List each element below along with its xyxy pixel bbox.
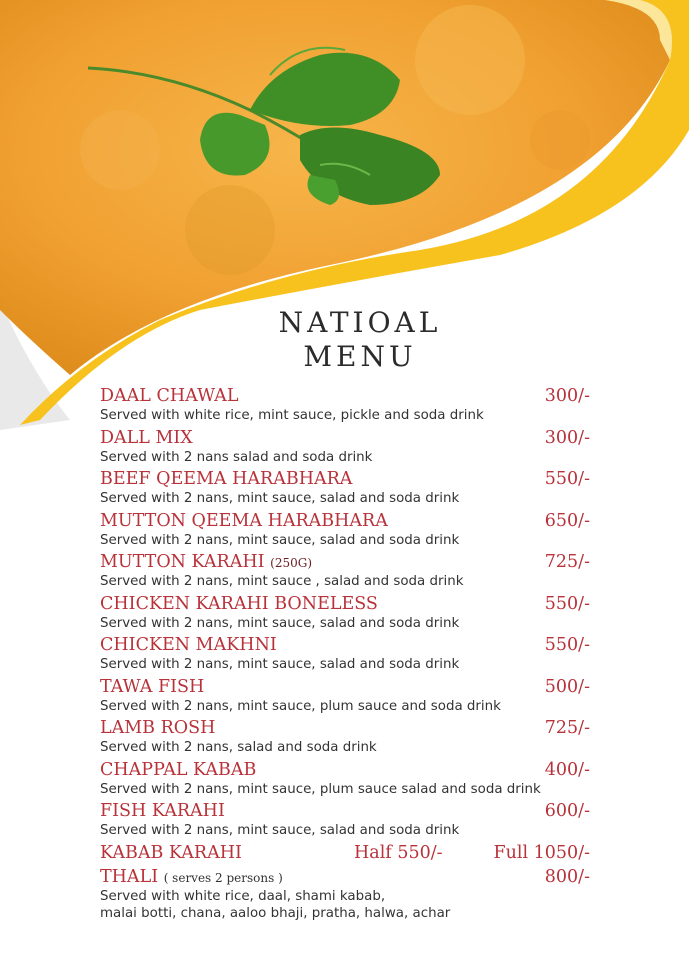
item-price: 550/- [544, 594, 590, 614]
item-name: FISH KARAHI [100, 801, 225, 821]
menu-item-kabab-karahi [100, 842, 590, 864]
item-price: 550/- [544, 469, 590, 489]
item-name: MUTTON KARAHI [100, 552, 265, 572]
menu-title-line2: MENU [303, 340, 417, 373]
item-description: Served with 2 nans, mint sauce, salad and soda drink [100, 533, 460, 548]
menu-item [100, 551, 590, 590]
item-description: Served with 2 nans, mint sauce, salad and soda drink [100, 616, 460, 631]
item-name: LAMB ROSH [100, 718, 216, 738]
menu-item [100, 759, 590, 798]
item-name: KABAB KARAHI [100, 843, 242, 863]
item-name: CHICKEN MAKHNI [100, 635, 277, 655]
item-description: Served with 2 nans, mint sauce, salad and soda drink [100, 491, 460, 506]
item-name: CHICKEN KARAHI BONELESS [100, 594, 378, 614]
item-price: 550/- [544, 635, 590, 655]
item-price-half: Half 550/- [354, 843, 443, 863]
item-name: TAWA FISH [100, 677, 205, 697]
item-price: 650/- [544, 511, 590, 531]
item-description: Served with white rice, mint sauce, pickle and soda drink [100, 408, 484, 423]
item-description: Served with 2 nans, mint sauce, salad and soda drink [100, 657, 460, 672]
item-note: ( serves 2 persons ) [163, 871, 283, 885]
item-name: CHAPPAL KABAB [100, 760, 257, 780]
item-price: 300/- [544, 428, 590, 448]
menu-item [100, 676, 590, 715]
menu-item [100, 593, 590, 632]
item-name: BEEF QEEMA HARABHARA [100, 469, 353, 489]
item-description: Served with 2 nans, mint sauce, plum sauce salad and soda drink [100, 782, 541, 797]
item-price: 400/- [544, 760, 590, 780]
menu-item [100, 385, 590, 424]
item-price: 500/- [544, 677, 590, 697]
food-banner [0, 0, 689, 440]
item-price: 725/- [544, 552, 590, 572]
menu-item [100, 634, 590, 673]
menu-item [100, 800, 590, 839]
item-description-line1: Served with white rice, daal, shami kabab, [100, 889, 386, 904]
menu-item [100, 510, 590, 549]
item-name: DAAL CHAWAL [100, 386, 239, 406]
item-note: (250G) [270, 556, 312, 570]
item-description: Served with 2 nans salad and soda drink [100, 450, 373, 465]
item-price: 300/- [544, 386, 590, 406]
menu-item-thali [100, 866, 590, 922]
item-name: THALI [100, 867, 159, 887]
item-name: MUTTON QEEMA HARABHARA [100, 511, 388, 531]
menu-item [100, 427, 590, 466]
menu-item [100, 468, 590, 507]
menu-title-line1: NATIOAL [278, 306, 442, 339]
item-price-full: Full 1050/- [493, 843, 590, 863]
item-description: Served with 2 nans, mint sauce , salad and soda drink [100, 574, 464, 589]
item-description: Served with 2 nans, mint sauce, plum sauce and soda drink [100, 699, 501, 714]
item-description-line2: malai botti, chana, aaloo bhaji, pratha, halwa, achar [100, 906, 451, 921]
item-price: 800/- [544, 867, 590, 887]
item-price: 725/- [544, 718, 590, 738]
item-description: Served with 2 nans, salad and soda drink [100, 740, 377, 755]
item-name: DALL MIX [100, 428, 193, 448]
item-price: 600/- [544, 801, 590, 821]
item-description: Served with 2 nans, mint sauce, salad and soda drink [100, 823, 460, 838]
menu-item [100, 717, 590, 756]
